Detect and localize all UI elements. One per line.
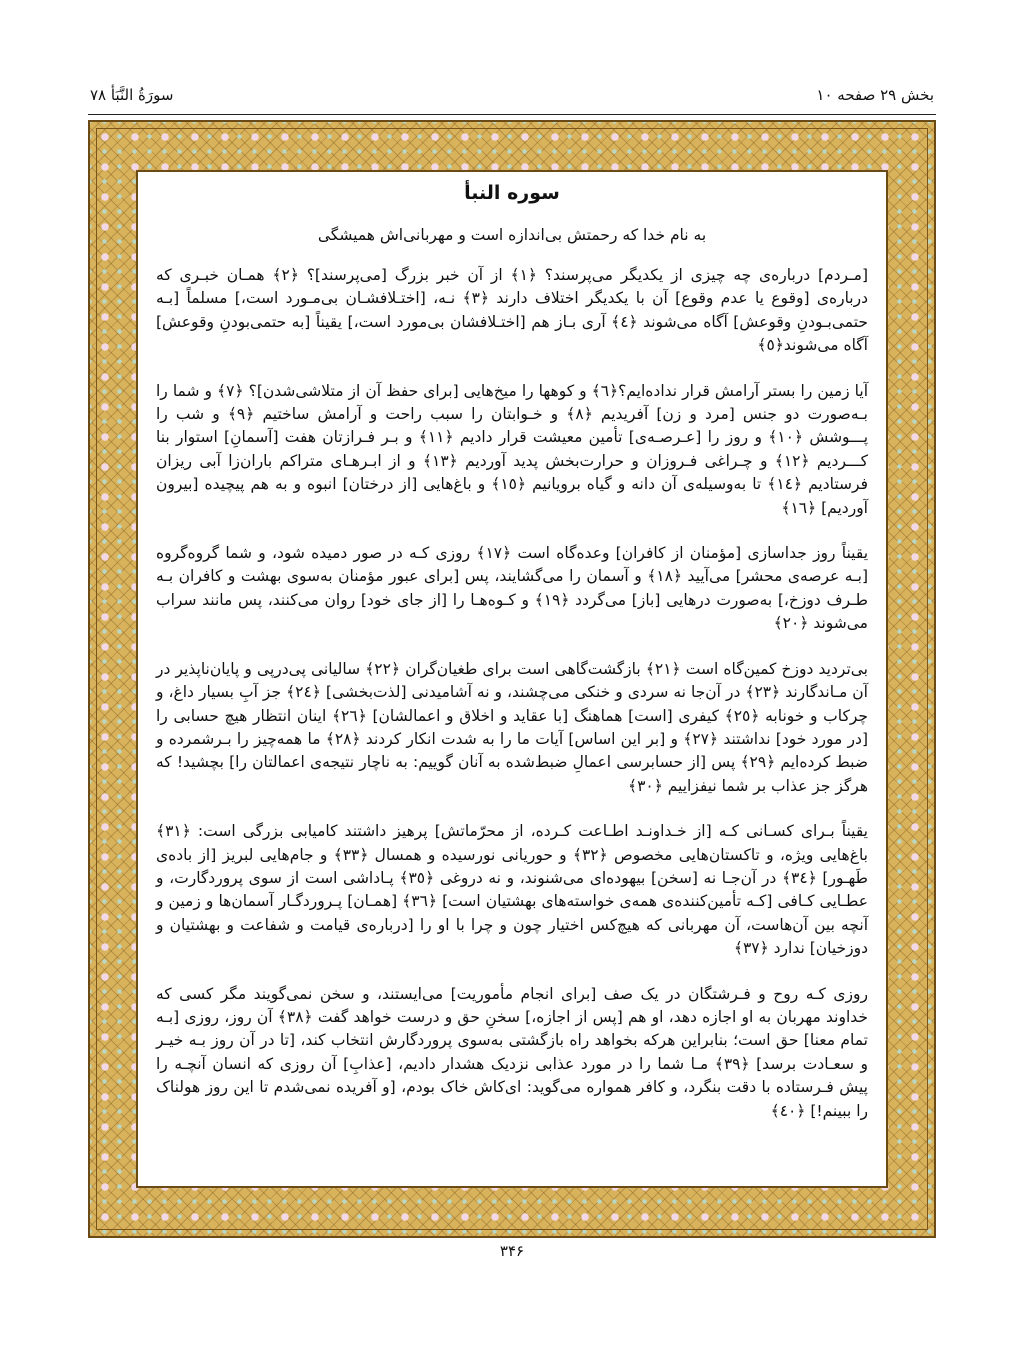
paragraph-4: بی‌تردید دوزخ کمین‌گاه است ﴿٢١﴾ بازگشت‌گاهی است برای طغیان‌گران ﴿٢٢﴾ سالیانی پی‌درپی و پایان‌ناپذیر در آن مـاندگارند ﴿٢٣﴾ در آن‌جا نه سردی و خنکی می‌چشند، و نه آشامیدنی [لذت‌بخشی] ﴿٢٤﴾ جز آبِ بسیار داغ، و چرکاب و خونابه ﴿٢٥﴾ کیفری [است] هماهنگ [با عقاید و اخلاق و اعمالشان] ﴿٢٦﴾ اینان انتظار هیچ حسابی را [در مورد خود] نداشتند ﴿٢٧﴾ و [بر این اساس] آیات ما را به شدت انکار کردند ﴿٢٨﴾ ما همه‌چیز را بـرشمرده و ضبط کرده‌ایم ﴿٢٩﴾ پس [از حسابرسی اعمالِ ضبط‌شده به آنان گوییم: به ناچار نتیجه‌ی اعمالتان را] بچشید! که هرگز جز عذاب بر شما نیفزاییم ﴿٣٠﴾ [156, 659, 868, 795]
paragraph-6: روزی کـه روح و فـرشتگان در یک صف [برای انجام مأموریت] می‌ایستند، و سخن نمی‌گویند مگر کسی که خداوند مهربان به او اجازه دهد، او هم [پس از اجازه،] سخنِ حق و درست خواهد گفت ﴿٣٨﴾ آن روز، روزی [بـه تمام معنا] حق است؛ بنابراین هرکه بخواهد راه بازگشتی به‌سوی پروردگارش انتخاب کند، [تا در آن روز بـه خیـر و سعـادت برسد] ﴿٣٩﴾ مـا شما را در مورد عذابی نزدیک هشدار دادیم، [عذابِ] آن روزی که انسان آنچـه را پیش فـرستاده با دقت بنگرد، و کافر همواره می‌گوید: ای‌کاش خاک بودم، [و آفریده نمی‌شدم تا این روز هولناک را ببینم!] ﴿٤٠﴾ [156, 984, 868, 1120]
header-section-info: بخش ۲۹ صفحه ۱۰ [816, 86, 934, 104]
header-surah-info: سورَةُ النَّبَأ ۷۸ [90, 86, 174, 104]
paragraph-2: آیا زمین را بستر آرامش قرار نداده‌ایم؟﴿٦﴾ و کوهها را میخ‌هایی [برای حفظ آن از متلاشی‌شدن]؟ ﴿٧﴾ و شما را بـه‌صورت دو جنس [مرد و زن] آفریدیم ﴿٨﴾ و خـوابتان را سبب راحت و آرامش ساختیم ﴿٩﴾ و شب را پـــوشش ﴿١٠﴾ و روز را [عـرصـه‌ی] تأمین معیشت قرار دادیم ﴿١١﴾ و بـر فـرازتان هفت [آسمانِ] استوار بنا کـــردیم ﴿١٢﴾ و چـراغی فـروزان و حرارت‌بخش پدید آوردیم ﴿١٣﴾ و از ابـرهـای متراکم باران‌زا آبی ریزان فرستادیم ﴿١٤﴾ تا به‌وسیله‌ی آن دانه و گیاه برویانیم ﴿١٥﴾ و باغ‌هایی [از درختان] انبوه و به هم پیچیده [بیرون آوردیم] ﴿١٦﴾ [156, 381, 869, 517]
surah-title: سوره النبأ [464, 182, 560, 204]
page-number: ۳۴۶ [499, 1242, 525, 1260]
basmala: به نام خدا که رحمتش بی‌اندازه است و مهربانی‌اش همیشگی [317, 226, 707, 244]
paragraph-5: یقیناً بـرای کسـانی کـه [از خـداونـد اطـاعت کـرده، از محرّماتش] پرهیز داشتند کامیابی بزرگی است: ﴿٣١﴾ باغ‌هایی ویژه، و تاکستان‌هایی مخصوص ﴿٣٢﴾ و حوریانی نورسیده و همسال ﴿٣٣﴾ و جام‌هایی لبریز [از باده‌ی طَهـور] ﴿٣٤﴾ در آن‌جـا نه [سخن] بیهوده‌ای می‌شنوند، و نه دروغی ﴿٣٥﴾ پـاداشی است از سوی پروردگارت، و عطـایی کـافی [کـه تأمین‌کننده‌ی همه‌ی خواسته‌های بهشتیان است] ﴿٣٦﴾ [همـان] پـروردگـار آسمان‌ها و زمین و آنچه بین آن‌هاست، آن مهربانی که هیچ‌کس اختیار چون و چرا با او را [درباره‌ی قیامت و شفاعت و بهشتیان و دوزخیان] ندارد ﴿٣٧﴾ [156, 822, 868, 958]
text-panel [136, 170, 888, 1188]
paragraph-1: [مـردم] درباره‌ی چه چیزی از یکدیگر می‌پرسند؟ ﴿١﴾ از آن خبر بزرگ [می‌پرسند]؟ ﴿٢﴾ همـان خبـری که درباره‌ی [وقوع یا عدم وقوع] آن با یکدیگر اختلاف دارند ﴿٣﴾ نـه، [اختـلافشـان بی‌مـورد است،] مسلماً [بـه حتمی‌بـودنِ وقوعش] آگاه می‌شوند ﴿٤﴾ آری بـاز هم [اختـلافشان بی‌مورد است،] یقیناً [به حتمی‌بودنِ وقوعش] آگاه می‌شوند﴿٥﴾ [156, 266, 868, 355]
paragraph-3: یقیناً روز جداسازی [مؤمنان از کافران] وعده‌گاه است ﴿١٧﴾ روزی کـه در صور دمیده شود، و شما گروه‌گروه [بـه عرصه‌ی محشر] می‌آیید ﴿١٨﴾ و آسمان را می‌گشایند، پس [برای عبور مؤمنان به‌سوی بهشت و کافران بـه طـرف دوزخ،] به‌صورت درهایی [باز] می‌گردد ﴿١٩﴾ و کـوه‌هـا را [از جای خود] روان می‌کنند، پس مانند سراب می‌شوند ﴿٢٠﴾ [156, 544, 869, 633]
page-header [90, 86, 934, 112]
ornamental-frame [88, 120, 936, 1238]
header-divider [88, 114, 936, 115]
